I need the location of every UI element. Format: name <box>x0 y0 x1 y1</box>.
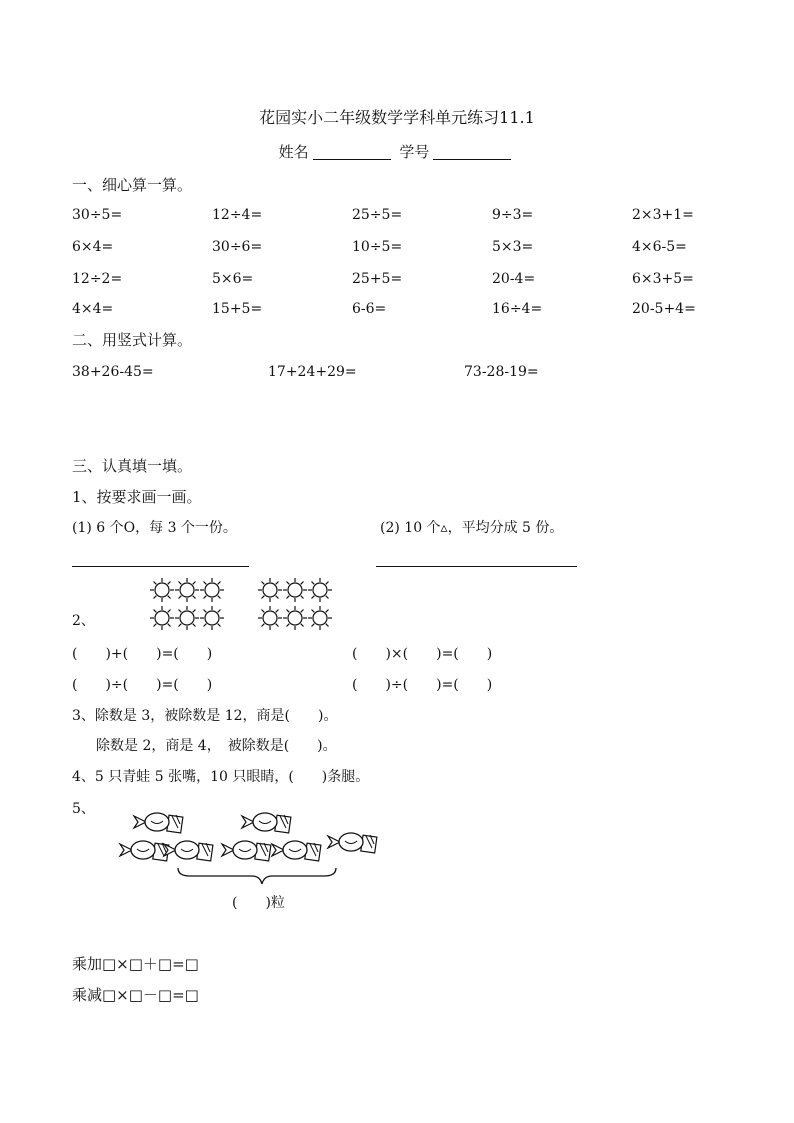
sun-group-2 <box>256 576 336 634</box>
calc-item: 12÷2= <box>72 271 123 287</box>
sun-icon <box>283 606 307 630</box>
calc-item: 5×6= <box>212 271 254 287</box>
section3-heading: 三、认真填一填。 <box>72 457 193 475</box>
calc-row <box>0 240 794 258</box>
calc-item: 2×3+1= <box>632 207 694 223</box>
calc-item: 6×3+5= <box>632 271 694 287</box>
formula-sub: 乘减□×□－□=□ <box>72 986 199 1004</box>
calc-item: 25+5= <box>352 271 403 287</box>
q2-equation[interactable]: ( )+( )=( ) <box>72 646 213 662</box>
sun-icon <box>175 606 199 630</box>
vertical-calc-item: 17+24+29= <box>268 364 357 380</box>
page-title: 花园实小二年级数学学科单元练习11.1 <box>259 108 535 127</box>
calc-row <box>0 272 794 290</box>
id-label: 学号 <box>399 143 430 161</box>
candy-icon <box>222 841 271 861</box>
q2-equation[interactable]: ( )÷( )=( ) <box>72 677 213 693</box>
q2-label: 2、 <box>72 613 95 629</box>
sun-icon <box>150 606 174 630</box>
sun-icon <box>283 578 307 602</box>
q3-line1: 3、除数是 3，被除数是 12，商是( )。 <box>72 708 338 724</box>
calc-item: 12÷4= <box>212 207 263 223</box>
sun-icon <box>200 578 224 602</box>
calc-item: 20-4= <box>492 271 536 287</box>
calc-item: 5×3= <box>492 239 534 255</box>
calc-item: 6-6= <box>352 301 387 317</box>
calc-item: 20-5+4= <box>632 301 696 317</box>
q3-line2: 除数是 2，商是 4， 被除数是( )。 <box>96 738 337 754</box>
calc-item: 15+5= <box>212 301 263 317</box>
calc-item: 16÷4= <box>492 301 543 317</box>
brace <box>178 868 336 884</box>
calc-row <box>0 302 794 320</box>
calc-item: 25÷5= <box>352 207 403 223</box>
id-blank[interactable] <box>433 145 511 160</box>
q4-text: 4、5 只青蛙 5 张嘴，10 只眼睛，( )条腿。 <box>72 769 370 785</box>
q1-label: 1、按要求画一画。 <box>72 488 202 506</box>
section1-heading: 一、细心算一算。 <box>72 176 193 194</box>
q5-answer[interactable]: ( )粒 <box>232 895 285 911</box>
sun-group-1 <box>148 576 228 634</box>
candy-icon <box>272 841 321 861</box>
section2-heading: 二、用竖式计算。 <box>72 331 193 349</box>
vertical-calc-item: 38+26-45= <box>72 364 154 380</box>
calc-row <box>0 208 794 226</box>
q5-label: 5、 <box>72 801 95 817</box>
sun-icon <box>258 578 282 602</box>
vertical-calc-row <box>0 365 794 383</box>
q1-answer-line-2[interactable] <box>376 566 577 567</box>
q2-equation[interactable]: ( )×( )=( ) <box>352 646 493 662</box>
formula-add: 乘加□×□＋□=□ <box>72 955 199 973</box>
sun-icon <box>150 578 174 602</box>
student-info <box>0 145 794 160</box>
candy-icon <box>164 841 213 861</box>
candy-icon <box>328 833 377 853</box>
calc-item: 10÷5= <box>352 239 403 255</box>
calc-item: 4×6-5= <box>632 239 687 255</box>
q2-equation[interactable]: ( )÷( )=( ) <box>352 677 493 693</box>
q1-answer-line-1[interactable] <box>72 566 249 567</box>
calc-item: 4×4= <box>72 301 114 317</box>
calc-item: 6×4= <box>72 239 114 255</box>
vertical-calc-item: 73-28-19= <box>464 364 539 380</box>
name-label: 姓名 <box>278 143 309 161</box>
calc-item: 30÷6= <box>212 239 263 255</box>
sun-icon <box>258 606 282 630</box>
sun-icon <box>308 606 332 630</box>
q1-part2: (2) 10 个▵，平均分成 5 份。 <box>380 520 564 536</box>
sun-icon <box>308 578 332 602</box>
candy-illustration <box>110 800 390 895</box>
q1-part1: (1) 6 个O，每 3 个一份。 <box>72 520 237 536</box>
sun-icon <box>175 578 199 602</box>
candy-icon <box>120 841 169 861</box>
sun-icon <box>200 606 224 630</box>
candy-icon <box>242 813 291 833</box>
name-blank[interactable] <box>313 145 391 160</box>
calc-item: 30÷5= <box>72 207 123 223</box>
candy-icon <box>134 813 183 833</box>
calc-item: 9÷3= <box>492 207 534 223</box>
